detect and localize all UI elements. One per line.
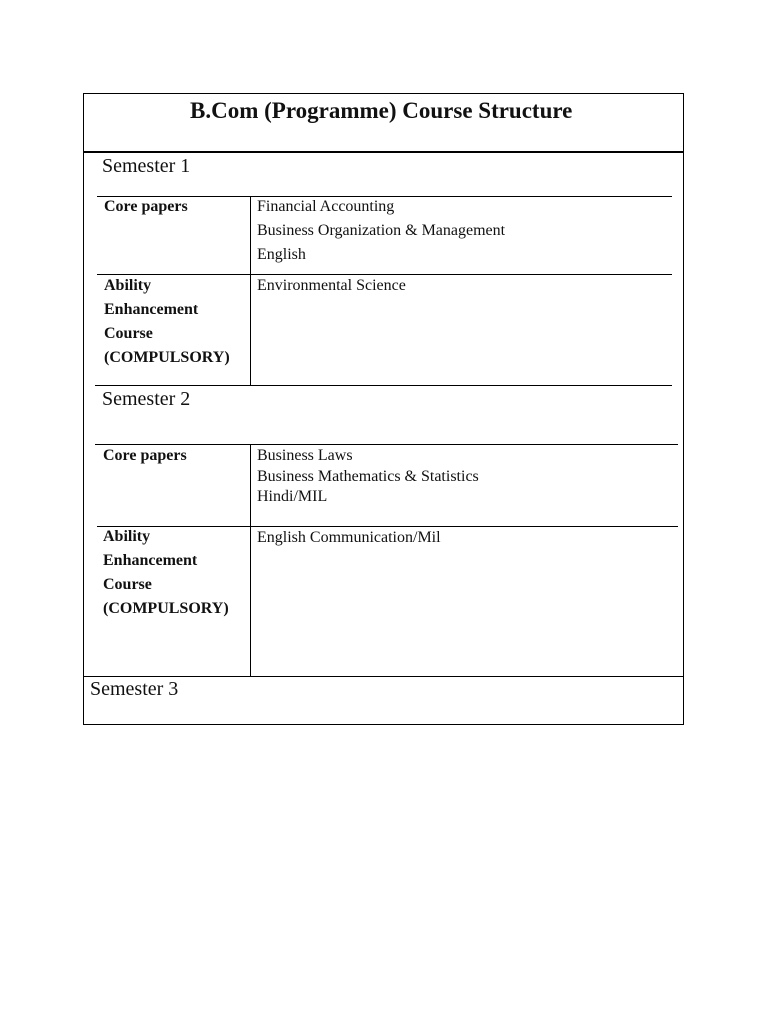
semester-1-core-courses <box>257 195 505 267</box>
course-item: Environmental Science <box>257 277 406 294</box>
category-line: Ability <box>103 528 151 545</box>
category-line: Core papers <box>104 198 188 215</box>
course-item: Business Mathematics & Statistics <box>257 467 479 485</box>
semester-1-core-category <box>104 195 188 219</box>
category-line: Course <box>104 325 153 342</box>
title-divider <box>84 151 684 153</box>
table-rule <box>84 676 684 677</box>
course-item: Business Organization & Management <box>257 222 506 239</box>
semester-1-heading: Semester 1 <box>102 155 191 177</box>
page-title: B.Com (Programme) Course Structure <box>190 98 573 123</box>
semester-1-aec-category <box>104 274 230 370</box>
category-line: Ability <box>104 277 152 294</box>
category-line: (COMPULSORY) <box>103 600 229 617</box>
course-item: English Communication/Mil <box>257 529 441 546</box>
course-item: Hindi/MIL <box>257 488 328 505</box>
course-item: Business Laws <box>257 447 353 464</box>
semester-2-aec-category <box>103 525 229 621</box>
semester-2-aec-courses <box>257 526 441 550</box>
semester-3-heading: Semester 3 <box>90 678 179 700</box>
category-line: Enhancement <box>104 301 199 318</box>
semester-2-core-category <box>103 444 187 468</box>
category-line: Course <box>103 576 152 593</box>
category-line: (COMPULSORY) <box>104 349 230 366</box>
column-divider <box>250 444 251 676</box>
category-line: Core papers <box>103 447 187 464</box>
course-item: Financial Accounting <box>257 198 395 215</box>
category-line: Enhancement <box>103 552 198 569</box>
semester-1-aec-courses <box>257 274 406 298</box>
column-divider <box>250 196 251 385</box>
course-item: English <box>257 246 306 263</box>
semester-2-core-courses <box>257 446 479 508</box>
semester-2-heading: Semester 2 <box>102 388 191 410</box>
table-rule <box>95 385 672 386</box>
